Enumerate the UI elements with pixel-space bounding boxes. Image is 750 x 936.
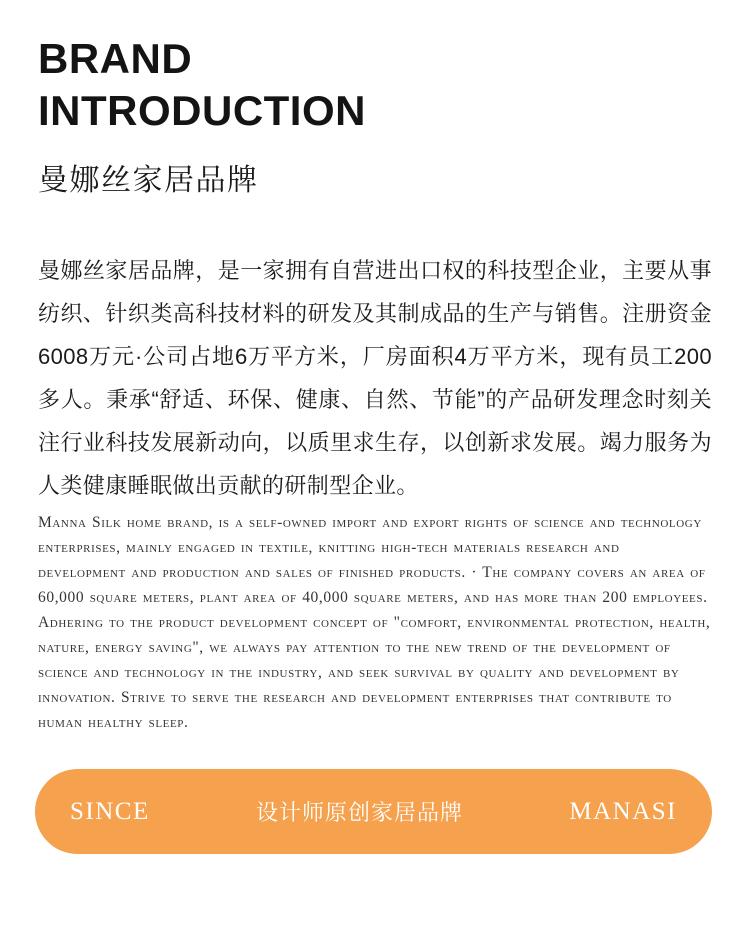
page-title-line-2: INTRODUCTION [38, 87, 366, 134]
banner-slogan-zh: 设计师原创家居品牌 [256, 800, 464, 825]
banner-brand-name: MANASI [569, 797, 677, 825]
page-title-line-1: BRAND [38, 35, 193, 82]
page-title [38, 33, 712, 137]
brand-paragraph-zh: 曼娜丝家居品牌，是一家拥有自营进出口权的科技型企业，主要从事纺织、针织类高科技材料的研发及其制成品的生产与销售。注册资金6008万元·公司占地6万平方米，厂房面积4万平方米，现有员工200多人。秉承“舒适、环保、健康、自然、节能”的产品研发理念时刻关注行业科技发展新动向，以质里求生存，以创新求发展。竭力服务为人类健康睡眠做出贡献的研制型企业。 [38, 258, 712, 498]
brand-paragraph-en: Manna Silk home brand, is a self-owned import and export rights of science and technology enterprises, mainly engaged in textile, knitting high-tech materials research and development and production and sales of finished products. · The company covers an area of 60,000 square meters, plant area of 40,000 square meters, and has more than 200 employees. Adhering to the product development concept of "comfort, environmental protection, health, nature, energy saving", we always pay attention to the new trend of the development of science and technology in the industry, and seek survival by quality and development by innovation. Strive to serve the research and development enterprises that contribute to human healthy sleep. [38, 514, 711, 731]
brand-banner [35, 769, 712, 854]
brand-subtitle-zh: 曼娜丝家居品牌 [38, 164, 259, 197]
banner-since-label: SINCE [70, 797, 150, 825]
